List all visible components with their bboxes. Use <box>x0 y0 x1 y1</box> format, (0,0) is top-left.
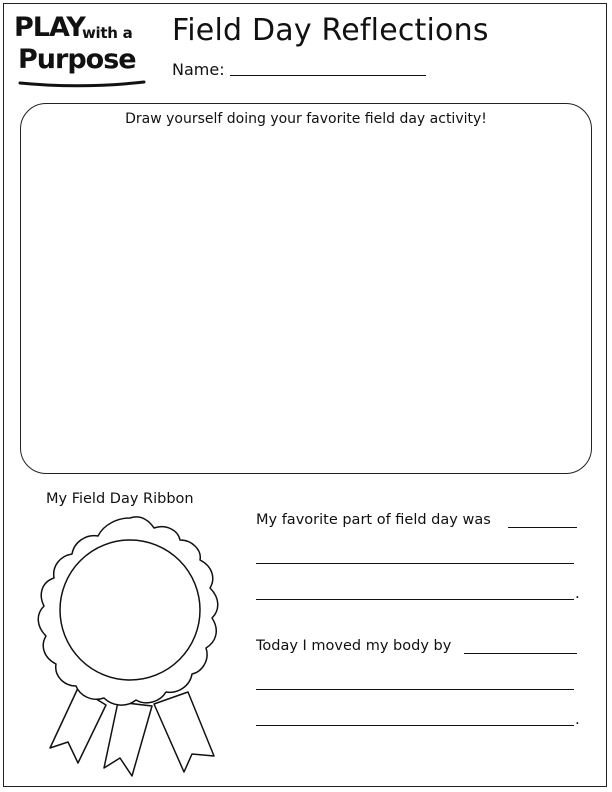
answer-moved-body-line-1[interactable] <box>464 653 577 654</box>
name-field[interactable] <box>230 75 426 76</box>
logo-swoosh-icon <box>18 78 146 90</box>
logo-play-text: PLAY <box>14 12 85 43</box>
answer-moved-body-line-2[interactable] <box>256 689 574 690</box>
answer-moved-body-line-3[interactable] <box>256 725 574 726</box>
logo-with-a-text: with a <box>82 24 133 42</box>
name-label: Name: <box>172 60 225 79</box>
answer-favorite-part-line-1[interactable] <box>508 527 577 528</box>
drawing-prompt: Draw yourself doing your favorite field day activity! <box>125 111 487 127</box>
answer-favorite-part-period: . <box>575 584 580 602</box>
ribbon-award-icon[interactable] <box>20 510 240 785</box>
page-title: Field Day Reflections <box>172 13 489 48</box>
answer-favorite-part-line-2[interactable] <box>256 563 574 564</box>
logo-purpose-text: Purpose <box>18 44 136 75</box>
question-moved-body: Today I moved my body by <box>256 638 452 654</box>
answer-favorite-part-line-3[interactable] <box>256 599 574 600</box>
play-with-a-purpose-logo <box>14 14 144 86</box>
ribbon-title: My Field Day Ribbon <box>46 491 194 507</box>
question-favorite-part: My favorite part of field day was <box>256 512 491 528</box>
answer-moved-body-period: . <box>575 710 580 728</box>
drawing-area[interactable] <box>20 103 592 474</box>
